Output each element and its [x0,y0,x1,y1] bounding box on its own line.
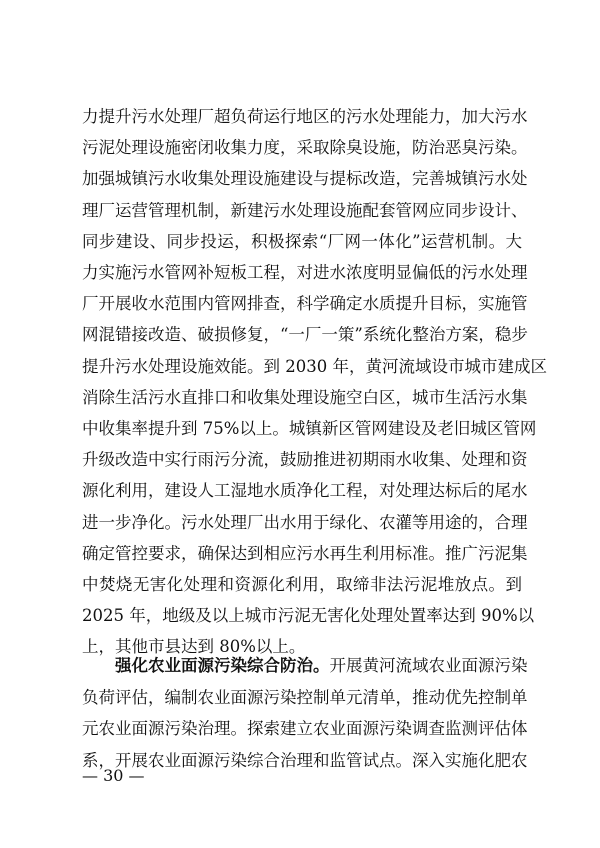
paragraph-lead-heading: 强化农业面源污染综合防治。 [115,656,330,675]
text-line: 厂开展收水范围内管网排查，科学确定水质提升目标，实施管 [82,294,528,314]
text-line: 网混错接改造、破损修复，“一厂一策”系统化整治方案，稳步 [82,325,528,345]
text-line: 中焚烧无害化处理和资源化利用，取缔非法污泥堆放点。到 [82,575,522,594]
text-line: 源化利用，建设人工湿地水质净化工程，对处理达标后的尾水 [82,481,528,501]
text-line: 污泥处理设施密闭收集力度，采取除臭设施，防治恶臭污染。 [82,138,528,158]
text-line: 元农业面源污染治理。探索建立农业面源污染调查监测评估体 [82,719,528,739]
text-line: 提升污水处理设施效能。到 2030 年，黄河流域设市城市建成区 [82,356,547,376]
text-line: 上，其他市县达到 80%以上。 [82,637,306,657]
text-line: 力提升污水处理厂超负荷运行地区的污水处理能力，加大污水 [82,107,528,126]
paragraph-text: 开展黄河流域农业面源污染 [329,656,528,675]
text-line: 2025 年，地级及以上城市污泥无害化处理处置率达到 90%以 [82,606,535,626]
text-line: 确定管控要求，确保达到相应污水再生利用标准。推广污泥集 [82,543,528,563]
text-line: 消除生活污水直排口和收集处理设施空白区，城市生活污水集 [82,387,528,407]
text-line: 升级改造中实行雨污分流，鼓励推进初期雨水收集、处理和资 [82,450,528,470]
text-line: 进一步净化。污水处理厂出水用于绿化、农灌等用途的，合理 [82,512,528,532]
text-line: 力实施污水管网补短板工程，对进水浓度明显偏低的污水处理 [82,263,528,282]
page-number: — 30 — [82,766,145,785]
text-line: 理厂运营管理机制，新建污水处理设施配套管网应同步设计、 [82,200,528,220]
paragraph-agriculture-first-line [115,656,528,676]
text-line: 系，开展农业面源污染综合治理和监管试点。深入实施化肥农 [82,750,528,770]
text-line: 负荷评估，编制农业面源污染控制单元清单，推动优先控制单 [82,688,528,707]
text-line: 同步建设、同步投运，积极探索“厂网一体化”运营机制。大 [82,231,522,251]
text-line: 中收集率提升到 75%以上。城镇新区管网建设及老旧城区管网 [82,419,537,438]
text-line: 加强城镇污水收集处理设施建设与提标改造，完善城镇污水处 [82,169,528,189]
